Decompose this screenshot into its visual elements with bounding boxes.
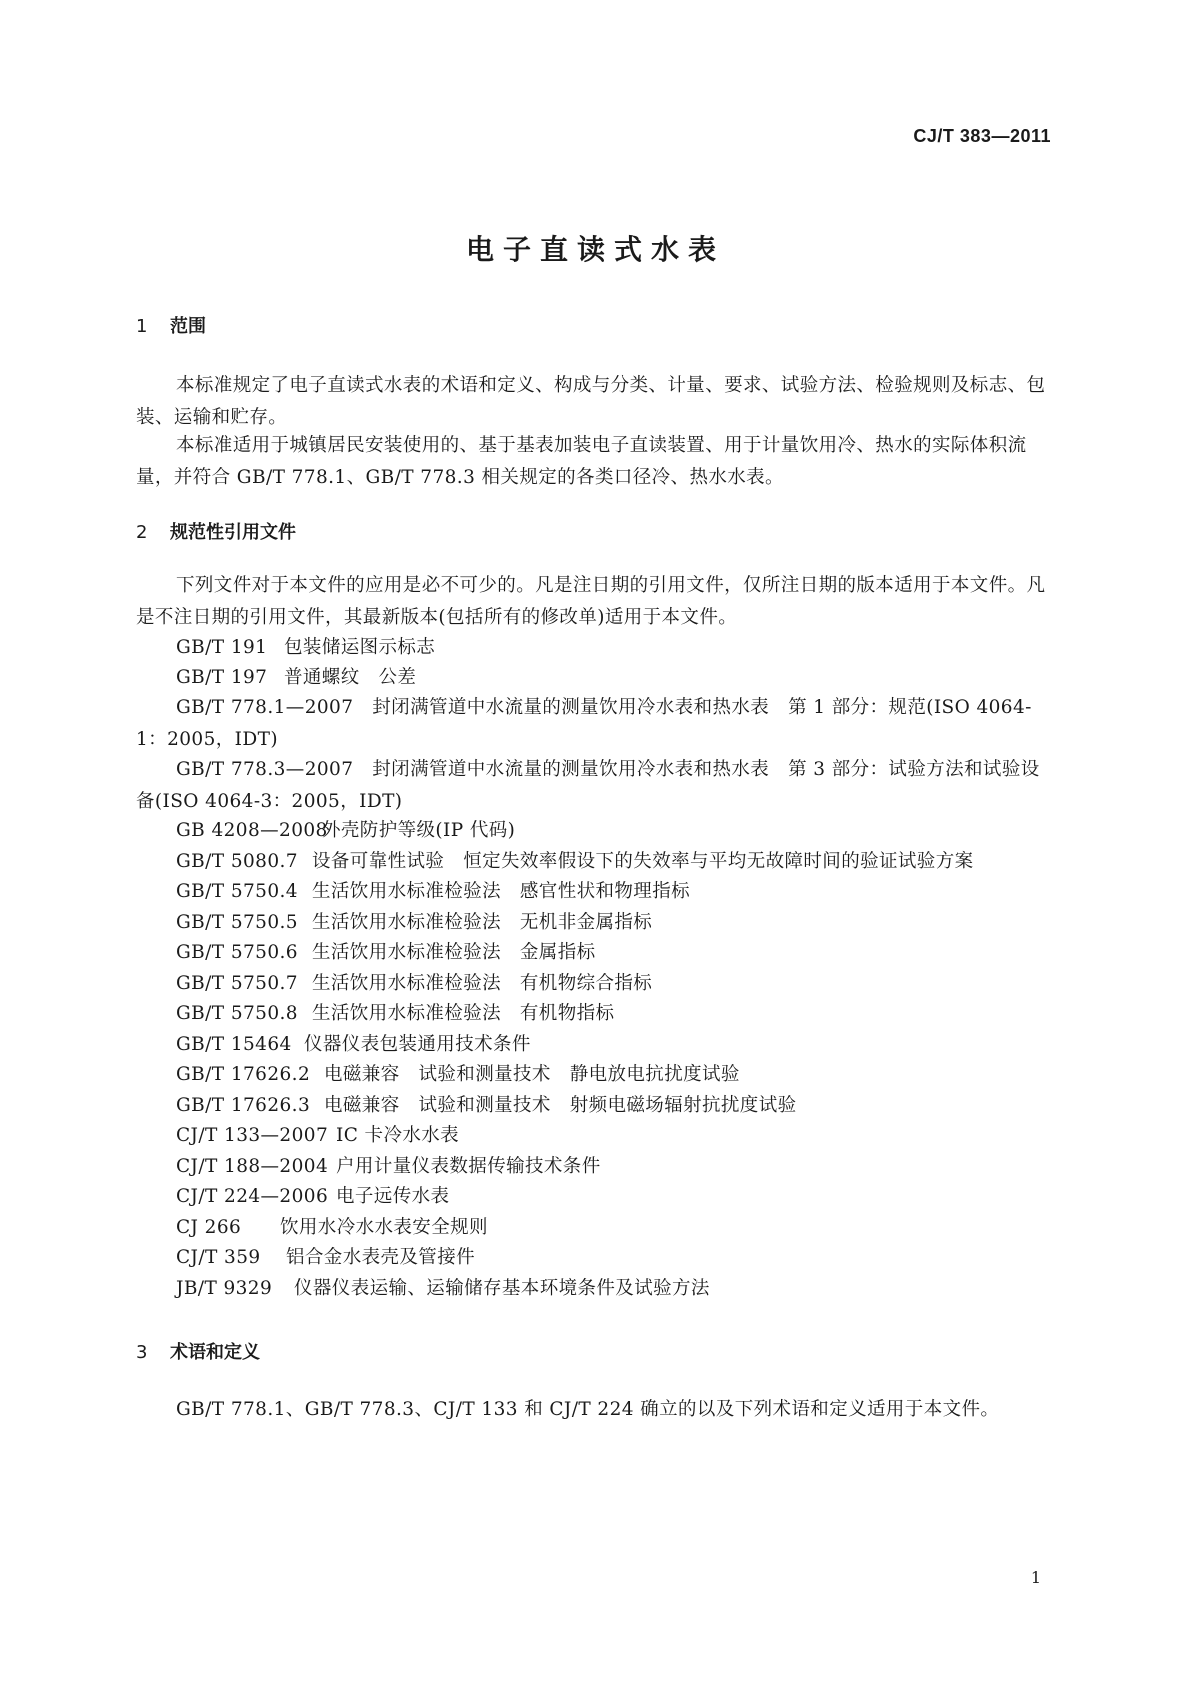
section-number: 3 — [136, 1342, 148, 1363]
reference-title: 生活饮用水标准检验法 有机物指标 — [312, 1003, 615, 1024]
scope-paragraph-2: 本标准适用于城镇居民安装使用的、基于基表加装电子直读装置、用于计量饮用冷、热水的实际体积流量，并符合 GB/T 778.1、GB/T 778.3 相关规定的各类口径冷、热水水表。 — [136, 435, 1027, 488]
reference-code: GB/T 5080.7 — [176, 851, 298, 872]
reference-item — [176, 662, 416, 694]
reference-code: CJ/T 224—2006 — [176, 1186, 329, 1207]
section-number: 2 — [136, 522, 148, 543]
standard-code: CJ/T 383—2011 — [913, 126, 1051, 146]
reference-item — [176, 1151, 601, 1183]
reference-code: GB/T 17626.2 — [176, 1064, 311, 1085]
reference-title: 封闭满管道中水流量的测量饮用冷水表和热水表 第 3 部分：试验方法和试验设备(ISO 4064-3：2005，IDT) — [136, 759, 1040, 812]
reference-title: 普通螺纹 公差 — [284, 667, 417, 688]
reference-item — [176, 998, 614, 1030]
section-title: 范围 — [170, 316, 206, 337]
reference-item — [176, 1029, 531, 1061]
reference-code: JB/T 9329 — [176, 1278, 273, 1299]
reference-title: 生活饮用水标准检验法 金属指标 — [312, 942, 596, 963]
reference-title: 铝合金水表壳及管接件 — [286, 1247, 476, 1268]
reference-item — [176, 1059, 740, 1091]
reference-code: CJ/T 188—2004 — [176, 1156, 329, 1177]
reference-item — [176, 1212, 488, 1244]
reference-code: GB/T 5750.6 — [176, 942, 298, 963]
reference-item — [176, 1120, 459, 1152]
reference-title: 封闭满管道中水流量的测量饮用冷水表和热水表 第 1 部分：规范(ISO 4064-1：2005，IDT) — [136, 697, 1032, 750]
reference-title: 包装储运图示标志 — [284, 637, 436, 658]
reference-item — [176, 1242, 475, 1274]
reference-code: CJ 266 — [176, 1217, 242, 1238]
section-title: 术语和定义 — [170, 1342, 260, 1363]
section-heading-normative — [136, 518, 296, 544]
section-title: 规范性引用文件 — [170, 522, 296, 543]
reference-code: GB/T 15464 — [176, 1034, 292, 1055]
reference-title: 饮用水冷水水表安全规则 — [280, 1217, 488, 1238]
reference-item — [176, 632, 435, 664]
reference-title: 电磁兼容 试验和测量技术 静电放电抗扰度试验 — [324, 1064, 740, 1085]
reference-item — [136, 754, 1054, 818]
reference-title: 电子远传水表 — [336, 1186, 450, 1207]
normative-intro: 下列文件对于本文件的应用是必不可少的。凡是注日期的引用文件，仅所注日期的版本适用于本文件。凡是不注日期的引用文件，其最新版本(包括所有的修改单)适用于本文件。 — [136, 575, 1046, 628]
reference-code: GB 4208—2008 — [176, 820, 328, 841]
reference-title: 生活饮用水标准检验法 感官性状和物理指标 — [312, 881, 691, 902]
section-heading-terms — [136, 1338, 260, 1364]
reference-title: 仪器仪表运输、运输储存基本环境条件及试验方法 — [294, 1278, 710, 1299]
reference-item — [176, 1090, 797, 1122]
section-number: 1 — [136, 316, 148, 337]
reference-code: GB/T 5750.7 — [176, 973, 298, 994]
reference-item — [176, 1273, 710, 1305]
scope-paragraph-1: 本标准规定了电子直读式水表的术语和定义、构成与分类、计量、要求、试验方法、检验规则及标志、包装、运输和贮存。 — [136, 375, 1046, 428]
reference-code: GB/T 778.3—2007 — [176, 759, 354, 780]
terms-intro: GB/T 778.1、GB/T 778.3、CJ/T 133 和 CJ/T 224 确立的以及下列术语和定义适用于本文件。 — [176, 1399, 1000, 1420]
section-heading-scope — [136, 312, 206, 338]
reference-item — [176, 907, 652, 939]
reference-code: GB/T 191 — [176, 637, 268, 658]
reference-code: GB/T 197 — [176, 667, 268, 688]
reference-title: 生活饮用水标准检验法 有机物综合指标 — [312, 973, 653, 994]
reference-code: GB/T 778.1—2007 — [176, 697, 354, 718]
reference-title: 设备可靠性试验 恒定失效率假设下的失效率与平均无故障时间的验证试验方案 — [312, 851, 974, 872]
reference-code: CJ/T 133—2007 — [176, 1125, 329, 1146]
reference-item — [176, 815, 515, 847]
reference-item — [176, 846, 974, 878]
reference-code: CJ/T 359 — [176, 1247, 261, 1268]
reference-code: GB/T 5750.4 — [176, 881, 298, 902]
reference-code: GB/T 5750.5 — [176, 912, 298, 933]
reference-item — [176, 968, 652, 1000]
reference-code: GB/T 17626.3 — [176, 1095, 311, 1116]
reference-item — [176, 1181, 449, 1213]
reference-title: 电磁兼容 试验和测量技术 射频电磁场辐射抗扰度试验 — [324, 1095, 797, 1116]
reference-title: 户用计量仪表数据传输技术条件 — [336, 1156, 601, 1177]
reference-code: GB/T 5750.8 — [176, 1003, 298, 1024]
reference-item — [136, 692, 1054, 756]
document-title: 电子直读式水表 — [465, 233, 725, 266]
reference-item — [176, 876, 690, 908]
reference-title: IC 卡冷水水表 — [336, 1125, 460, 1146]
reference-item — [176, 937, 596, 969]
page-number: 1 — [1030, 1568, 1041, 1587]
reference-title: 生活饮用水标准检验法 无机非金属指标 — [312, 912, 653, 933]
reference-title: 外壳防护等级(IP 代码) — [322, 820, 516, 841]
reference-title: 仪器仪表包装通用技术条件 — [304, 1034, 531, 1055]
